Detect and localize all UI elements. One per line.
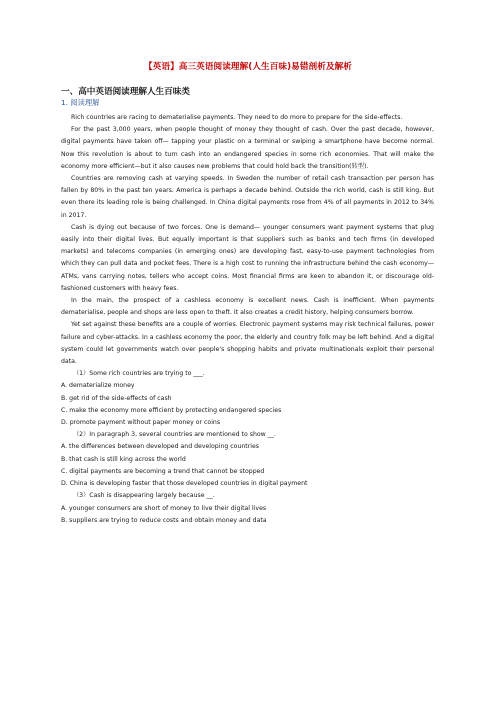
document-title: 【英语】高三英语阅读理解(人生百味)易错剖析及解析	[143, 62, 352, 72]
passage-paragraph: Cash is dying out because of two forces. One is demand— younger consumers want payment systems that plug easily into their digital lives. But equally important is that suppliers such as banks and tech firms (in developed markets) and telecoms companies (in emerging ones) are developing fast, easy-to-use payment technologies from which they can pull data and pocket fees. There is a high cost to running the infrastructure behind the cash economy—ATMs, vans carrying notes, tellers who accept coins. Most financial firms are keen to abandon it, or discourage old-fashioned customers with heavy fees.	[61, 223, 434, 292]
answer-option: C. digital payments are becoming a trend that cannot be stopped	[61, 467, 265, 475]
reading-body	[61, 112, 434, 527]
passage-paragraph: Yet set against these benefits are a couple of worries. Electronic payment systems may risk technical failures, power failure and cyber-attacks. In a cashless economy the poor, the elderly and country folk may be left behind. And a digital system could let governments watch over people's shopping habits and private multinationals exploit their personal data.	[61, 321, 434, 366]
answer-option: B. that cash is still king across the world	[61, 455, 186, 463]
section-heading: 一、高中英语阅读理解人生百味类	[61, 87, 190, 97]
answer-option: A. dematerialize money	[61, 382, 135, 390]
question-stem: （2）In paragraph 3, several countries are mentioned to show __.	[73, 431, 276, 439]
answer-option: B. suppliers are trying to reduce costs and obtain money and data	[61, 516, 267, 524]
answer-option: C. make the economy more efficient by protecting endangered species	[61, 406, 282, 414]
answer-option: A. the differences between developed and developing countries	[61, 443, 260, 451]
passage-paragraph: Countries are removing cash at varying speeds. In Sweden the number of retail cash transaction per person has fallen by 80% in the past ten years. America is perhaps a decade behind. Outside the rich world, cash is still king. But even there its leading role is being challenged. In China digital payments rose from 4% of all payments in 2012 to 34% in 2017.	[61, 175, 434, 219]
question-type-label: 阅读理解	[70, 98, 100, 107]
passage-paragraph: In the main, the prospect of a cashless economy is excellent news. Cash is inefficient. When payments dematerialise, people and shops are less open to theft. It also creates a credit history, helping consumers borrow.	[61, 297, 434, 317]
passage-paragraph: Rich countries are racing to dematerialise payments. They need to do more to prepare for the side-effects.	[71, 114, 403, 121]
answer-option: D. China is developing faster that those developed countries in digital payment	[61, 480, 308, 488]
question-number: 1.	[61, 98, 68, 107]
question-stem: （1）Some rich countries are trying to ___.	[73, 370, 205, 378]
answer-option: D. promote payment without paper money or coins	[61, 419, 221, 427]
answer-option: B. get rid of the side-effects of cash	[61, 394, 172, 402]
answer-option: A. younger consumers are short of money to live their digital lives	[61, 504, 267, 512]
passage-paragraph: For the past 3,000 years, when people thought of money they thought of cash. Over the past decade, however, digital payments have taken off— tapping your plastic on a terminal or swiping a smartphone have become normal. Now this revolution is about to turn cash into an endangered species in some rich economies. That will make the economy more efficient—but it also causes new problems that could hold back the transition(转型).	[61, 126, 434, 170]
question-header	[61, 98, 99, 108]
question-stem: （3）Cash is disappearing largely because __.	[73, 492, 215, 500]
